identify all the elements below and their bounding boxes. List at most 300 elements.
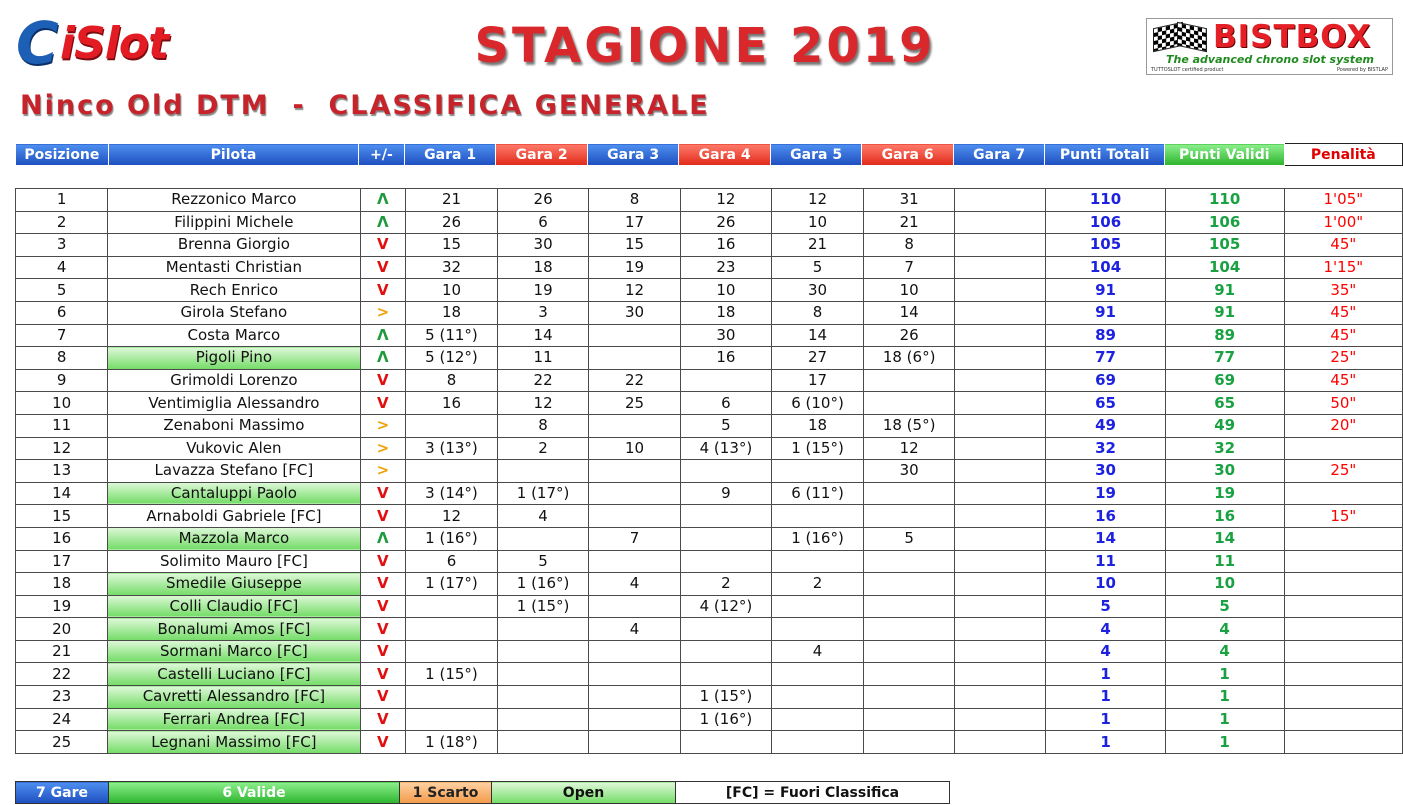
gara-5-cell: 1 (15°) bbox=[772, 437, 864, 460]
driver-name-cell: Vukovic Alen bbox=[108, 437, 360, 460]
driver-name-cell: Lavazza Stefano [FC] bbox=[108, 460, 360, 483]
gara-2-cell: 8 bbox=[497, 414, 589, 437]
gara-6-cell: 30 bbox=[863, 460, 955, 483]
position-cell: 11 bbox=[16, 414, 108, 437]
driver-name-cell: Legnani Massimo [FC] bbox=[108, 731, 360, 754]
gara-6-cell bbox=[863, 663, 955, 686]
gara-3-cell bbox=[589, 414, 680, 437]
table-row[interactable] bbox=[16, 550, 1403, 573]
trend-down-icon: V bbox=[377, 551, 389, 570]
gara-2-cell: 18 bbox=[497, 256, 589, 279]
trend-cell bbox=[360, 347, 406, 370]
driver-name-cell: Costa Marco bbox=[108, 324, 360, 347]
total-points-cell: 89 bbox=[1046, 324, 1165, 347]
valid-points-cell: 16 bbox=[1165, 505, 1284, 528]
penalty-cell bbox=[1284, 731, 1402, 754]
penalty-cell: 45" bbox=[1284, 369, 1402, 392]
table-row[interactable] bbox=[16, 460, 1403, 483]
gara-7-cell bbox=[955, 256, 1046, 279]
position-cell: 13 bbox=[16, 460, 108, 483]
gara-3-cell: 17 bbox=[589, 211, 680, 234]
penalty-cell bbox=[1284, 482, 1402, 505]
total-points-cell: 106 bbox=[1046, 211, 1165, 234]
trend-cell bbox=[360, 437, 406, 460]
gara-3-cell: 4 bbox=[589, 618, 680, 641]
gara-3-cell: 22 bbox=[589, 369, 680, 392]
table-row[interactable] bbox=[16, 211, 1403, 234]
gara-1-cell: 5 (11°) bbox=[406, 324, 498, 347]
gara-3-cell bbox=[589, 324, 680, 347]
gara-4-cell: 5 bbox=[680, 414, 772, 437]
gara-3-cell: 7 bbox=[589, 527, 680, 550]
valid-points-cell: 49 bbox=[1165, 414, 1284, 437]
gara-1-cell: 26 bbox=[406, 211, 498, 234]
gara-3-cell bbox=[589, 663, 680, 686]
gara-2-cell: 2 bbox=[497, 437, 589, 460]
gara-1-cell: 10 bbox=[406, 279, 498, 302]
gara-4-cell: 2 bbox=[680, 573, 772, 596]
gara-7-cell bbox=[955, 550, 1046, 573]
trend-up-icon: Λ bbox=[377, 325, 389, 344]
gara-2-cell: 12 bbox=[497, 392, 589, 415]
trend-down-icon: V bbox=[377, 687, 389, 706]
valid-points-cell: 106 bbox=[1165, 211, 1284, 234]
header-gara-6[interactable]: Gara 6 bbox=[862, 144, 954, 166]
gara-6-cell bbox=[863, 482, 955, 505]
gara-7-cell bbox=[955, 708, 1046, 731]
valid-points-cell: 19 bbox=[1165, 482, 1284, 505]
driver-name-cell: Colli Claudio [FC] bbox=[108, 595, 360, 618]
trend-cell bbox=[360, 324, 406, 347]
table-row[interactable] bbox=[16, 618, 1403, 641]
gara-7-cell bbox=[955, 731, 1046, 754]
gara-6-cell: 18 (5°) bbox=[863, 414, 955, 437]
page-title: STAGIONE 2019 bbox=[474, 18, 936, 74]
gara-6-cell: 5 bbox=[863, 527, 955, 550]
total-points-cell: 91 bbox=[1046, 301, 1165, 324]
table-row[interactable] bbox=[16, 708, 1403, 731]
gara-4-cell: 6 bbox=[680, 392, 772, 415]
gara-6-cell: 31 bbox=[863, 189, 955, 212]
gara-3-cell bbox=[589, 505, 680, 528]
trend-cell bbox=[360, 618, 406, 641]
gara-5-cell: 5 bbox=[772, 256, 864, 279]
valid-points-cell: 110 bbox=[1165, 189, 1284, 212]
penalty-cell bbox=[1284, 595, 1402, 618]
gara-1-cell bbox=[406, 640, 498, 663]
gara-2-cell bbox=[497, 618, 589, 641]
gara-1-cell: 8 bbox=[406, 369, 498, 392]
trend-cell bbox=[360, 505, 406, 528]
gara-5-cell: 12 bbox=[772, 189, 864, 212]
position-cell: 3 bbox=[16, 234, 108, 257]
gara-4-cell bbox=[680, 505, 772, 528]
gara-2-cell: 19 bbox=[497, 279, 589, 302]
gara-6-cell: 10 bbox=[863, 279, 955, 302]
gara-5-cell bbox=[772, 550, 864, 573]
table-row[interactable] bbox=[16, 256, 1403, 279]
legend-open: Open bbox=[492, 782, 676, 804]
table-row[interactable] bbox=[16, 234, 1403, 257]
driver-name-cell: Mentasti Christian bbox=[108, 256, 360, 279]
valid-points-cell: 105 bbox=[1165, 234, 1284, 257]
penalty-cell: 45" bbox=[1284, 301, 1402, 324]
total-points-cell: 16 bbox=[1046, 505, 1165, 528]
total-points-cell: 11 bbox=[1046, 550, 1165, 573]
gara-4-cell: 10 bbox=[680, 279, 772, 302]
driver-name-cell: Ventimiglia Alessandro bbox=[108, 392, 360, 415]
header-punti-validi[interactable]: Punti Validi bbox=[1164, 144, 1284, 166]
position-cell: 4 bbox=[16, 256, 108, 279]
trend-cell bbox=[360, 392, 406, 415]
gara-3-cell: 25 bbox=[589, 392, 680, 415]
gara-1-cell: 6 bbox=[406, 550, 498, 573]
total-points-cell: 5 bbox=[1046, 595, 1165, 618]
penalty-cell bbox=[1284, 437, 1402, 460]
total-points-cell: 32 bbox=[1046, 437, 1165, 460]
driver-name-cell: Grimoldi Lorenzo bbox=[108, 369, 360, 392]
gara-7-cell bbox=[955, 234, 1046, 257]
gara-7-cell bbox=[955, 324, 1046, 347]
penalty-cell bbox=[1284, 573, 1402, 596]
gara-7-cell bbox=[955, 573, 1046, 596]
position-cell: 25 bbox=[16, 731, 108, 754]
position-cell: 18 bbox=[16, 573, 108, 596]
trend-cell bbox=[360, 369, 406, 392]
driver-name-cell: Cantaluppi Paolo bbox=[108, 482, 360, 505]
table-row[interactable] bbox=[16, 437, 1403, 460]
trend-cell bbox=[360, 640, 406, 663]
gara-2-cell bbox=[497, 527, 589, 550]
position-cell: 10 bbox=[16, 392, 108, 415]
gara-7-cell bbox=[955, 414, 1046, 437]
gara-1-cell: 1 (18°) bbox=[406, 731, 498, 754]
gara-1-cell: 3 (14°) bbox=[406, 482, 498, 505]
header-trend[interactable]: +/- bbox=[359, 144, 405, 166]
penalty-cell bbox=[1284, 708, 1402, 731]
bistbox-right-note: Powered by BISTLAP bbox=[1336, 67, 1388, 73]
penalty-cell bbox=[1284, 640, 1402, 663]
gara-6-cell bbox=[863, 618, 955, 641]
gara-2-cell bbox=[497, 708, 589, 731]
position-cell: 19 bbox=[16, 595, 108, 618]
standings-table bbox=[15, 188, 1403, 754]
table-row[interactable] bbox=[16, 279, 1403, 302]
position-cell: 14 bbox=[16, 482, 108, 505]
gara-3-cell bbox=[589, 640, 680, 663]
gara-3-cell: 15 bbox=[589, 234, 680, 257]
gara-7-cell bbox=[955, 392, 1046, 415]
trend-same-icon: > bbox=[376, 438, 390, 457]
position-cell: 5 bbox=[16, 279, 108, 302]
gara-4-cell: 16 bbox=[680, 347, 772, 370]
gara-2-cell bbox=[497, 731, 589, 754]
gara-3-cell: 19 bbox=[589, 256, 680, 279]
gara-4-cell: 4 (13°) bbox=[680, 437, 772, 460]
gara-4-cell: 1 (16°) bbox=[680, 708, 772, 731]
gara-6-cell: 8 bbox=[863, 234, 955, 257]
penalty-cell: 25" bbox=[1284, 460, 1402, 483]
legend-scarto: 1 Scarto bbox=[400, 782, 492, 804]
valid-points-cell: 77 bbox=[1165, 347, 1284, 370]
cislot-logo-text: iSlot bbox=[60, 18, 169, 69]
total-points-cell: 49 bbox=[1046, 414, 1165, 437]
trend-cell bbox=[360, 301, 406, 324]
gara-3-cell bbox=[589, 595, 680, 618]
gara-7-cell bbox=[955, 686, 1046, 709]
valid-points-cell: 32 bbox=[1165, 437, 1284, 460]
trend-cell bbox=[360, 460, 406, 483]
header-gara-1[interactable]: Gara 1 bbox=[404, 144, 496, 166]
total-points-cell: 104 bbox=[1046, 256, 1165, 279]
table-row[interactable] bbox=[16, 189, 1403, 212]
gara-1-cell: 21 bbox=[406, 189, 498, 212]
gara-5-cell bbox=[772, 686, 864, 709]
gara-1-cell: 32 bbox=[406, 256, 498, 279]
gara-6-cell bbox=[863, 369, 955, 392]
table-row[interactable] bbox=[16, 640, 1403, 663]
gara-2-cell bbox=[497, 460, 589, 483]
driver-name-cell: Rezzonico Marco bbox=[108, 189, 360, 212]
table-row[interactable] bbox=[16, 392, 1403, 415]
gara-7-cell bbox=[955, 211, 1046, 234]
table-row[interactable] bbox=[16, 324, 1403, 347]
driver-name-cell: Cavretti Alessandro [FC] bbox=[108, 686, 360, 709]
table-row[interactable] bbox=[16, 414, 1403, 437]
gara-3-cell: 4 bbox=[589, 573, 680, 596]
position-cell: 8 bbox=[16, 347, 108, 370]
valid-points-cell: 4 bbox=[1165, 618, 1284, 641]
table-row[interactable] bbox=[16, 686, 1403, 709]
trend-down-icon: V bbox=[377, 258, 389, 277]
total-points-cell: 4 bbox=[1046, 640, 1165, 663]
driver-name-cell: Brenna Giorgio bbox=[108, 234, 360, 257]
gara-7-cell bbox=[955, 482, 1046, 505]
gara-2-cell: 5 bbox=[497, 550, 589, 573]
gara-7-cell bbox=[955, 505, 1046, 528]
trend-down-icon: V bbox=[377, 280, 389, 299]
total-points-cell: 1 bbox=[1046, 731, 1165, 754]
gara-2-cell: 4 bbox=[497, 505, 589, 528]
gara-3-cell bbox=[589, 482, 680, 505]
gara-1-cell: 1 (16°) bbox=[406, 527, 498, 550]
trend-cell bbox=[360, 708, 406, 731]
gara-3-cell: 30 bbox=[589, 301, 680, 324]
gara-2-cell: 6 bbox=[497, 211, 589, 234]
gara-2-cell: 1 (16°) bbox=[497, 573, 589, 596]
gara-2-cell bbox=[497, 640, 589, 663]
gara-6-cell bbox=[863, 708, 955, 731]
gara-3-cell: 12 bbox=[589, 279, 680, 302]
penalty-cell: 50" bbox=[1284, 392, 1402, 415]
table-row[interactable] bbox=[16, 505, 1403, 528]
total-points-cell: 10 bbox=[1046, 573, 1165, 596]
gara-1-cell bbox=[406, 460, 498, 483]
gara-7-cell bbox=[955, 369, 1046, 392]
trend-same-icon: > bbox=[376, 461, 390, 480]
gara-6-cell bbox=[863, 505, 955, 528]
position-cell: 21 bbox=[16, 640, 108, 663]
position-cell: 1 bbox=[16, 189, 108, 212]
trend-down-icon: V bbox=[377, 596, 389, 615]
gara-7-cell bbox=[955, 279, 1046, 302]
gara-4-cell bbox=[680, 663, 772, 686]
header-gara-3[interactable]: Gara 3 bbox=[587, 144, 679, 166]
gara-2-cell: 3 bbox=[497, 301, 589, 324]
trend-same-icon: > bbox=[376, 416, 390, 435]
table-row[interactable] bbox=[16, 731, 1403, 754]
valid-points-cell: 65 bbox=[1165, 392, 1284, 415]
header-gara-7[interactable]: Gara 7 bbox=[953, 144, 1045, 166]
header-penalita[interactable]: Penalità bbox=[1284, 144, 1402, 166]
driver-name-cell: Bonalumi Amos [FC] bbox=[108, 618, 360, 641]
total-points-cell: 30 bbox=[1046, 460, 1165, 483]
penalty-cell bbox=[1284, 527, 1402, 550]
legend-valide: 6 Valide bbox=[109, 782, 400, 804]
gara-4-cell: 30 bbox=[680, 324, 772, 347]
header-gara-5[interactable]: Gara 5 bbox=[770, 144, 862, 166]
bistbox-tagline: The advanced chrono slot system bbox=[1166, 53, 1374, 66]
total-points-cell: 105 bbox=[1046, 234, 1165, 257]
gara-1-cell: 18 bbox=[406, 301, 498, 324]
driver-name-cell: Mazzola Marco bbox=[108, 527, 360, 550]
trend-cell bbox=[360, 686, 406, 709]
gara-2-cell: 1 (17°) bbox=[497, 482, 589, 505]
bistbox-name: BISTBOX bbox=[1213, 19, 1372, 55]
gara-6-cell bbox=[863, 640, 955, 663]
trend-cell bbox=[360, 279, 406, 302]
gara-4-cell: 12 bbox=[680, 189, 772, 212]
gara-4-cell: 9 bbox=[680, 482, 772, 505]
gara-1-cell: 16 bbox=[406, 392, 498, 415]
gara-6-cell bbox=[863, 595, 955, 618]
gara-3-cell: 8 bbox=[589, 189, 680, 212]
gara-7-cell bbox=[955, 640, 1046, 663]
gara-3-cell bbox=[589, 731, 680, 754]
valid-points-cell: 10 bbox=[1165, 573, 1284, 596]
driver-name-cell: Zenaboni Massimo bbox=[108, 414, 360, 437]
driver-name-cell: Smedile Giuseppe bbox=[108, 573, 360, 596]
header-punti-totali[interactable]: Punti Totali bbox=[1045, 144, 1165, 166]
gara-7-cell bbox=[955, 618, 1046, 641]
total-points-cell: 110 bbox=[1046, 189, 1165, 212]
gara-1-cell: 1 (17°) bbox=[406, 573, 498, 596]
gara-4-cell: 26 bbox=[680, 211, 772, 234]
driver-name-cell: Rech Enrico bbox=[108, 279, 360, 302]
gara-5-cell bbox=[772, 595, 864, 618]
gara-6-cell bbox=[863, 686, 955, 709]
valid-points-cell: 91 bbox=[1165, 301, 1284, 324]
table-row[interactable] bbox=[16, 663, 1403, 686]
header-posizione[interactable]: Posizione bbox=[16, 144, 109, 166]
driver-name-cell: Solimito Mauro [FC] bbox=[108, 550, 360, 573]
driver-name-cell: Filippini Michele bbox=[108, 211, 360, 234]
valid-points-cell: 91 bbox=[1165, 279, 1284, 302]
gara-5-cell bbox=[772, 663, 864, 686]
position-cell: 22 bbox=[16, 663, 108, 686]
gara-6-cell: 14 bbox=[863, 301, 955, 324]
gara-7-cell bbox=[955, 595, 1046, 618]
table-row[interactable] bbox=[16, 482, 1403, 505]
trend-up-icon: Λ bbox=[377, 212, 389, 231]
gara-5-cell: 6 (10°) bbox=[772, 392, 864, 415]
table-row[interactable] bbox=[16, 301, 1403, 324]
valid-points-cell: 1 bbox=[1165, 731, 1284, 754]
trend-down-icon: V bbox=[377, 371, 389, 390]
trend-down-icon: V bbox=[377, 235, 389, 254]
gara-1-cell bbox=[406, 414, 498, 437]
penalty-cell bbox=[1284, 686, 1402, 709]
gara-7-cell bbox=[955, 189, 1046, 212]
gara-3-cell bbox=[589, 460, 680, 483]
bistbox-left-note: TUTTOSLOT certified product bbox=[1151, 67, 1224, 73]
trend-up-icon: Λ bbox=[377, 190, 389, 209]
gara-3-cell bbox=[589, 347, 680, 370]
gara-4-cell bbox=[680, 731, 772, 754]
trend-down-icon: V bbox=[377, 393, 389, 412]
gara-5-cell: 1 (16°) bbox=[772, 527, 864, 550]
gara-1-cell bbox=[406, 708, 498, 731]
table-row[interactable] bbox=[16, 527, 1403, 550]
gara-4-cell: 23 bbox=[680, 256, 772, 279]
gara-2-cell: 22 bbox=[497, 369, 589, 392]
gara-4-cell bbox=[680, 550, 772, 573]
gara-2-cell: 30 bbox=[497, 234, 589, 257]
cislot-logo-initial: C bbox=[16, 9, 56, 77]
gara-6-cell: 21 bbox=[863, 211, 955, 234]
gara-4-cell bbox=[680, 369, 772, 392]
gara-4-cell bbox=[680, 640, 772, 663]
gara-2-cell: 11 bbox=[497, 347, 589, 370]
gara-5-cell: 27 bbox=[772, 347, 864, 370]
gara-5-cell: 18 bbox=[772, 414, 864, 437]
position-cell: 20 bbox=[16, 618, 108, 641]
total-points-cell: 77 bbox=[1046, 347, 1165, 370]
position-cell: 17 bbox=[16, 550, 108, 573]
gara-4-cell: 1 (15°) bbox=[680, 686, 772, 709]
table-row[interactable] bbox=[16, 369, 1403, 392]
gara-1-cell: 1 (15°) bbox=[406, 663, 498, 686]
gara-5-cell bbox=[772, 505, 864, 528]
header-pilota[interactable]: Pilota bbox=[108, 144, 358, 166]
valid-points-cell: 4 bbox=[1165, 640, 1284, 663]
header-gara-2[interactable]: Gara 2 bbox=[496, 144, 588, 166]
trend-cell bbox=[360, 550, 406, 573]
gara-1-cell: 5 (12°) bbox=[406, 347, 498, 370]
position-cell: 12 bbox=[16, 437, 108, 460]
table-row[interactable] bbox=[16, 595, 1403, 618]
gara-7-cell bbox=[955, 301, 1046, 324]
trend-same-icon: > bbox=[376, 303, 390, 322]
trend-cell bbox=[360, 731, 406, 754]
table-row[interactable] bbox=[16, 347, 1403, 370]
trend-cell bbox=[360, 414, 406, 437]
header-gara-4[interactable]: Gara 4 bbox=[679, 144, 771, 166]
gara-2-cell: 14 bbox=[497, 324, 589, 347]
penalty-cell: 45" bbox=[1284, 324, 1402, 347]
gara-6-cell: 7 bbox=[863, 256, 955, 279]
gara-5-cell: 30 bbox=[772, 279, 864, 302]
driver-name-cell: Girola Stefano bbox=[108, 301, 360, 324]
table-row[interactable] bbox=[16, 573, 1403, 596]
trend-cell bbox=[360, 234, 406, 257]
penalty-cell: 20" bbox=[1284, 414, 1402, 437]
penalty-cell: 25" bbox=[1284, 347, 1402, 370]
total-points-cell: 14 bbox=[1046, 527, 1165, 550]
gara-5-cell: 21 bbox=[772, 234, 864, 257]
bistbox-logo bbox=[1146, 18, 1393, 75]
position-cell: 2 bbox=[16, 211, 108, 234]
